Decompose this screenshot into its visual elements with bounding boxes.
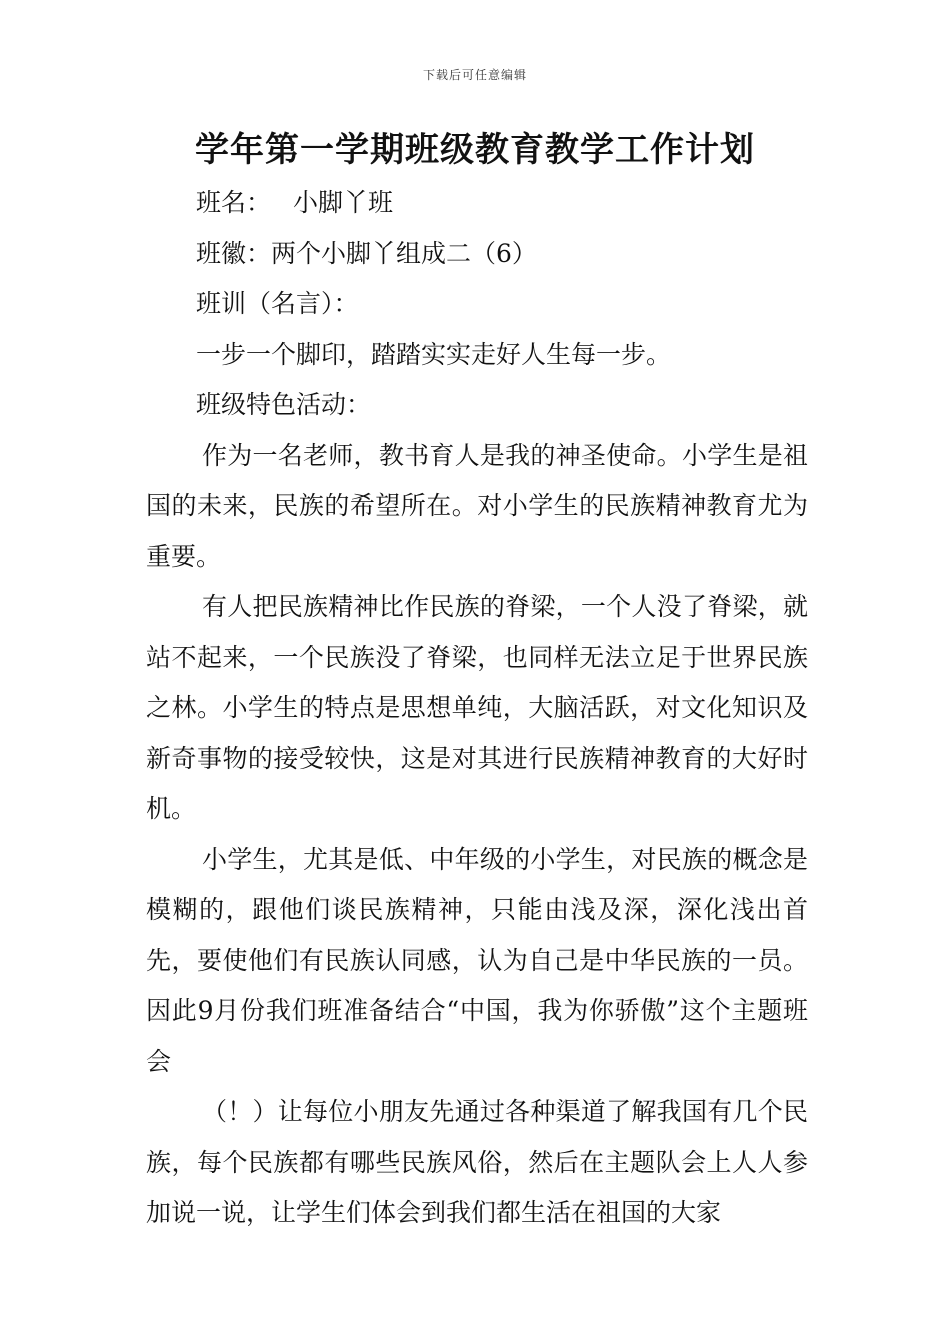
class-name-label: 班名： <box>196 188 272 217</box>
document-body <box>146 178 808 1239</box>
class-motto: 一步一个脚印，踏踏实实走好人生每一步。 <box>196 339 672 369</box>
document-title: 学年第一学期班级教育教学工作计划 <box>195 130 755 170</box>
activities-label: 班级特色活动： <box>196 390 372 419</box>
header-note: 下载后可任意编辑 <box>422 68 527 82</box>
class-name-value: 小脚丫班 <box>293 188 394 217</box>
class-motto-label: 班训（名言）： <box>196 289 359 318</box>
class-badge-line: 班徽：两个小脚丫组成二（6） <box>196 238 537 268</box>
paragraph: （！）让每位小朋友先通过各种渠道了解我国有几个民族，每个民族都有哪些民族风俗，然后在主题队会上人人参加说一说，让学生们体会到我们都生活在祖国的大家 <box>146 1097 808 1227</box>
paragraph: 作为一名老师，教书育人是我的神圣使命。小学生是祖国的未来，民族的希望所在。对小学生的民族精神教育尤为重要。 <box>146 440 808 571</box>
paragraph: 小学生，尤其是低、中年级的小学生，对民族的概念是模糊的，跟他们谈民族精神，只能由浅及深，深化浅出首先，要使他们有民族认同感，认为自己是中华民族的一员。因此9月份我们班准备结合“中国，我为你骄傲”这个主题班会 <box>146 844 808 1076</box>
class-name-line <box>146 178 808 229</box>
paragraph: 有人把民族精神比作民族的脊梁，一个人没了脊梁，就站不起来，一个民族没了脊梁，也同样无法立足于世界民族之林。小学生的特点是思想单纯，大脑活跃，对文化知识及新奇事物的接受较快，这是对其进行民族精神教育的大好时机。 <box>146 592 808 823</box>
